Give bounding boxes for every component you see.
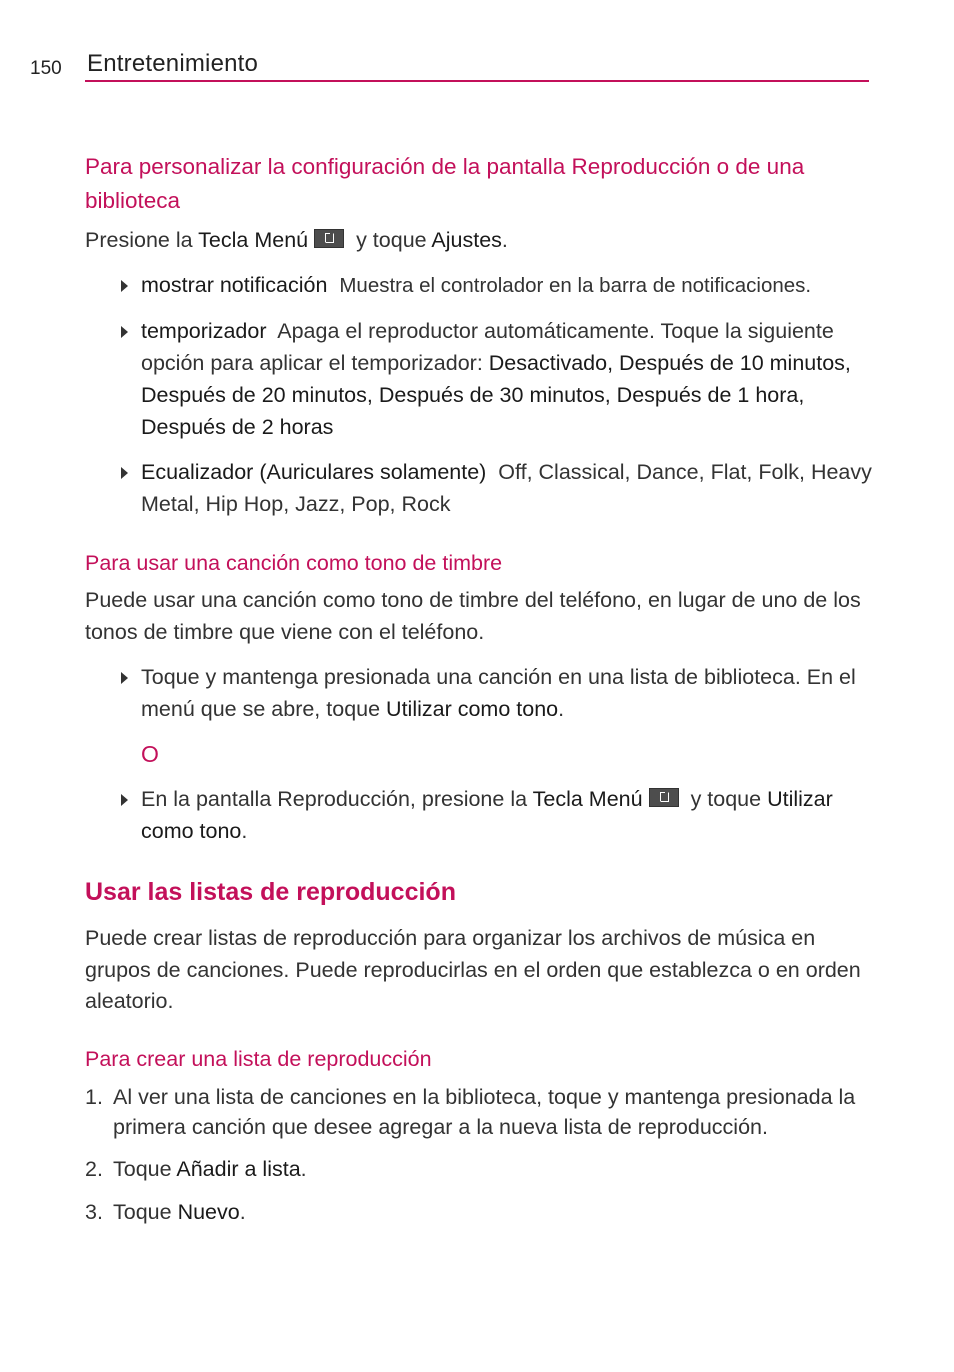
menu-key-label: Tecla Menú xyxy=(198,228,309,252)
menu-key-icon xyxy=(649,788,679,807)
header-rule xyxy=(85,80,869,82)
list-item: Toque y mantenga presionada una canción en una lista de biblioteca. En el menú que se abre, toque Utilizar como tono. xyxy=(85,661,875,725)
list-item: mostrar notificación Muestra el controlador en la barra de notificaciones. xyxy=(85,269,875,302)
list-item: En la pantalla Reproducción, presione la Tecla Menú y toque Utilizar como tono. xyxy=(85,783,875,847)
or-separator: O xyxy=(141,741,159,767)
chapter-title: Entretenimiento xyxy=(87,50,259,77)
page-number: 150 xyxy=(30,58,62,79)
bullet-triangle-icon xyxy=(121,280,128,292)
step-item: 3. Toque Nuevo. xyxy=(85,1199,246,1224)
step-item: 2. Toque Añadir a lista. xyxy=(85,1156,307,1181)
list-item: temporizador Apaga el reproductor automáticamente. Toque la siguiente opción para aplicar el temporizador: Desactivado, Después de 10 minutos, Después de 20 minutos, Después de 30 minutos, Después de 1 hora, Después de 2 horas xyxy=(85,315,875,443)
bullet-triangle-icon xyxy=(121,672,128,684)
section-heading-playlists: Usar las listas de reproducción xyxy=(85,878,456,906)
list-item: Ecualizador (Auriculares solamente) Off, Classical, Dance, Flat, Folk, Heavy Metal, Hip Hop, Jazz, Pop, Rock xyxy=(85,456,875,520)
section-heading-customize: Para personalizar la configuración de la pantalla Reproducción o de una biblioteca xyxy=(85,154,805,213)
step-item: 1. Al ver una lista de canciones en la biblioteca, toque y mantenga presionada la primera canción que desee agregar a la nueva lista de reproducción. xyxy=(85,1084,856,1139)
ringtone-intro: Puede usar una canción como tono de timbre del teléfono, en lugar de uno de los tonos de timbre que viene con el teléfono. xyxy=(85,588,861,644)
section-heading-create-playlist: Para crear una lista de reproducción xyxy=(85,1046,432,1071)
bullet-triangle-icon xyxy=(121,326,128,338)
customize-intro: Presione la Tecla Menú y toque Ajustes. xyxy=(85,228,508,252)
menu-key-icon xyxy=(314,229,344,248)
bullet-triangle-icon xyxy=(121,794,128,806)
section-heading-ringtone: Para usar una canción como tono de timbre xyxy=(85,551,503,575)
playlists-intro: Puede crear listas de reproducción para organizar los archivos de música en grupos de canciones. Puede reproducirlas en el orden que establezca o en orden aleatorio. xyxy=(85,926,861,1013)
page-header xyxy=(0,0,954,90)
page-content xyxy=(85,150,875,1227)
settings-label: Ajustes xyxy=(431,228,502,252)
bullet-triangle-icon xyxy=(121,467,128,479)
